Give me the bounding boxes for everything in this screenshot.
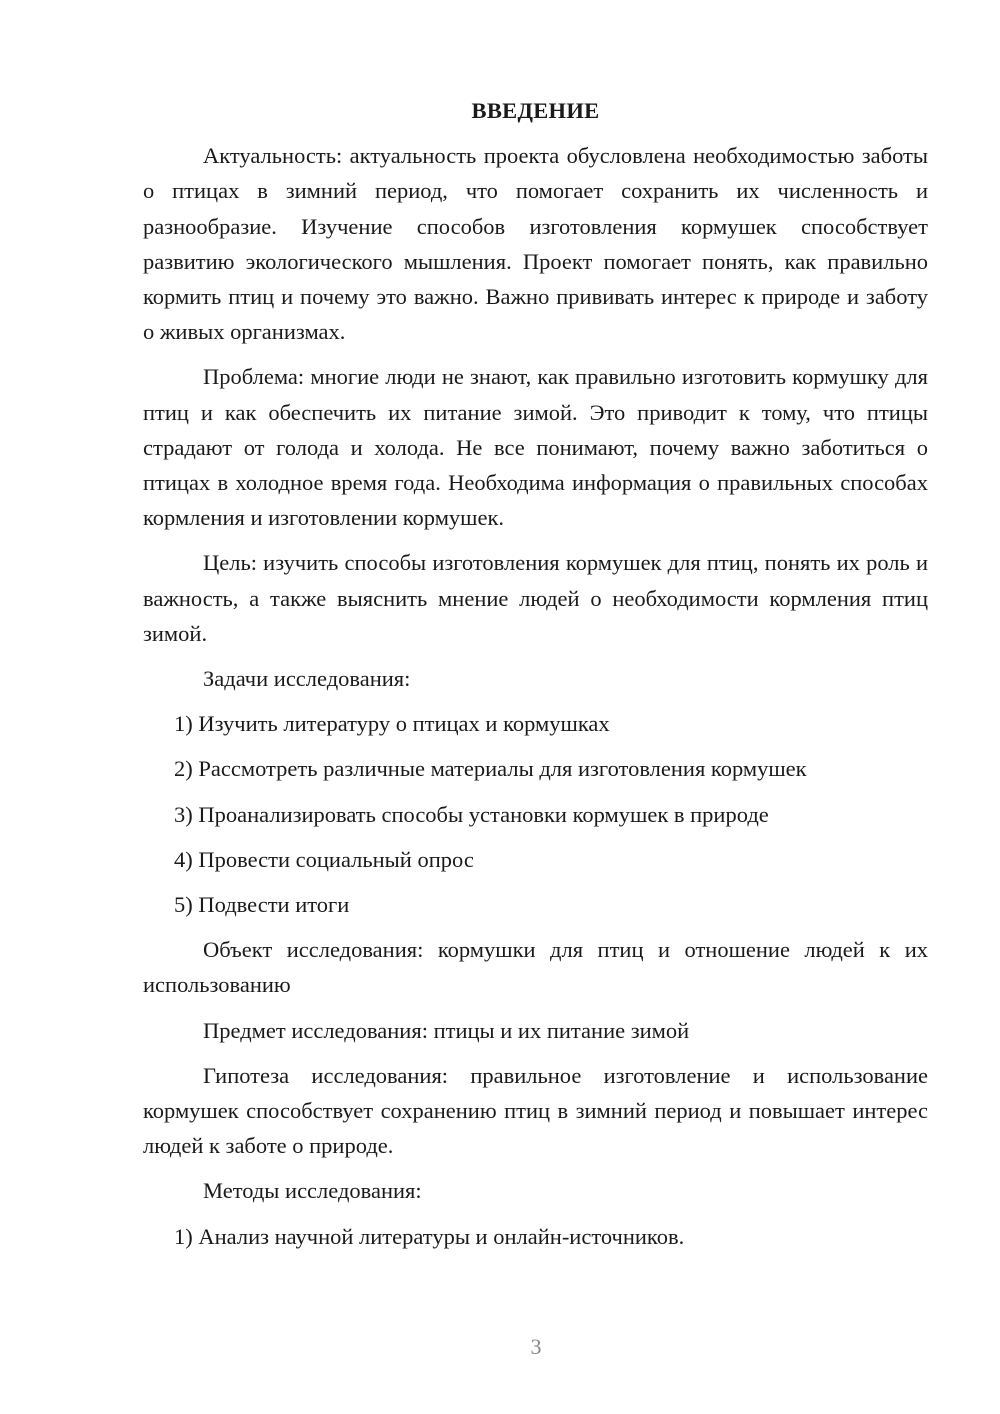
method-item (143, 1219, 928, 1254)
list-item-number: 4) (174, 846, 193, 872)
methods-label: Методы исследования: (203, 1178, 422, 1204)
list-item-text: Подвести итоги (198, 892, 350, 918)
list-item-number: 3) (174, 801, 193, 827)
list-item-text: Рассмотреть различные материалы для изготовления кормушек (198, 756, 807, 782)
problem-paragraph: Проблема: многие люди не знают, как правильно изготовить кормушку для птиц и как обеспечить их питание зимой. Это приводит к тому, что птицы страдают от голода и холода. Не все понимают, почему важно заботиться о птицах в холодное время года. Необходима информация о правильных способах кормления и изготовлении кормушек. (143, 364, 928, 531)
task-item (143, 797, 928, 832)
page-number: 3 (530, 1334, 542, 1359)
goal-paragraph: Цель: изучить способы изготовления кормушек для птиц, понять их роль и важность, а также выяснить мнение людей о необходимости кормления птиц зимой. (143, 550, 928, 646)
methods-list (143, 1219, 928, 1254)
hypothesis-paragraph: Гипотеза исследования: правильное изготовление и использование кормушек способствует сохранению птиц в зимний период и повышает интерес людей к заботе о природе. (143, 1062, 928, 1159)
tasks-label: Задачи исследования: (203, 666, 411, 692)
task-item (143, 887, 928, 922)
relevance-paragraph: Актуальность: актуальность проекта обусловлена необходимостью заботы о птицах в зимний период, что помогает сохранить их численность и разнообразие. Изучение способов изготовления кормушек способствует развитию экологического мышления. Проект помогает понять, как правильно кормить птиц и почему это важно. Важно прививать интерес к природе и заботу о живых организмах. (143, 143, 928, 345)
page-content (143, 93, 928, 1264)
task-item (143, 751, 928, 786)
list-item-text: Провести социальный опрос (198, 846, 474, 872)
list-item-number: 1) (174, 1223, 193, 1249)
list-item-number: 5) (174, 892, 193, 918)
page-title: ВВЕДЕНИЕ (471, 98, 600, 123)
list-item-number: 2) (174, 756, 193, 782)
object-paragraph: Объект исследования: кормушки для птиц и отношение людей к их использованию (143, 937, 928, 998)
task-item (143, 842, 928, 877)
list-item-text: Проанализировать способы установки кормушек в природе (198, 801, 769, 827)
list-item-number: 1) (174, 711, 193, 737)
list-item-text: Анализ научной литературы и онлайн-источников. (198, 1223, 685, 1249)
subject-paragraph: Предмет исследования: птицы и их питание зимой (203, 1017, 690, 1043)
list-item-text: Изучить литературу о птицах и кормушках (198, 711, 610, 737)
tasks-list (143, 706, 928, 922)
task-item (143, 706, 928, 741)
